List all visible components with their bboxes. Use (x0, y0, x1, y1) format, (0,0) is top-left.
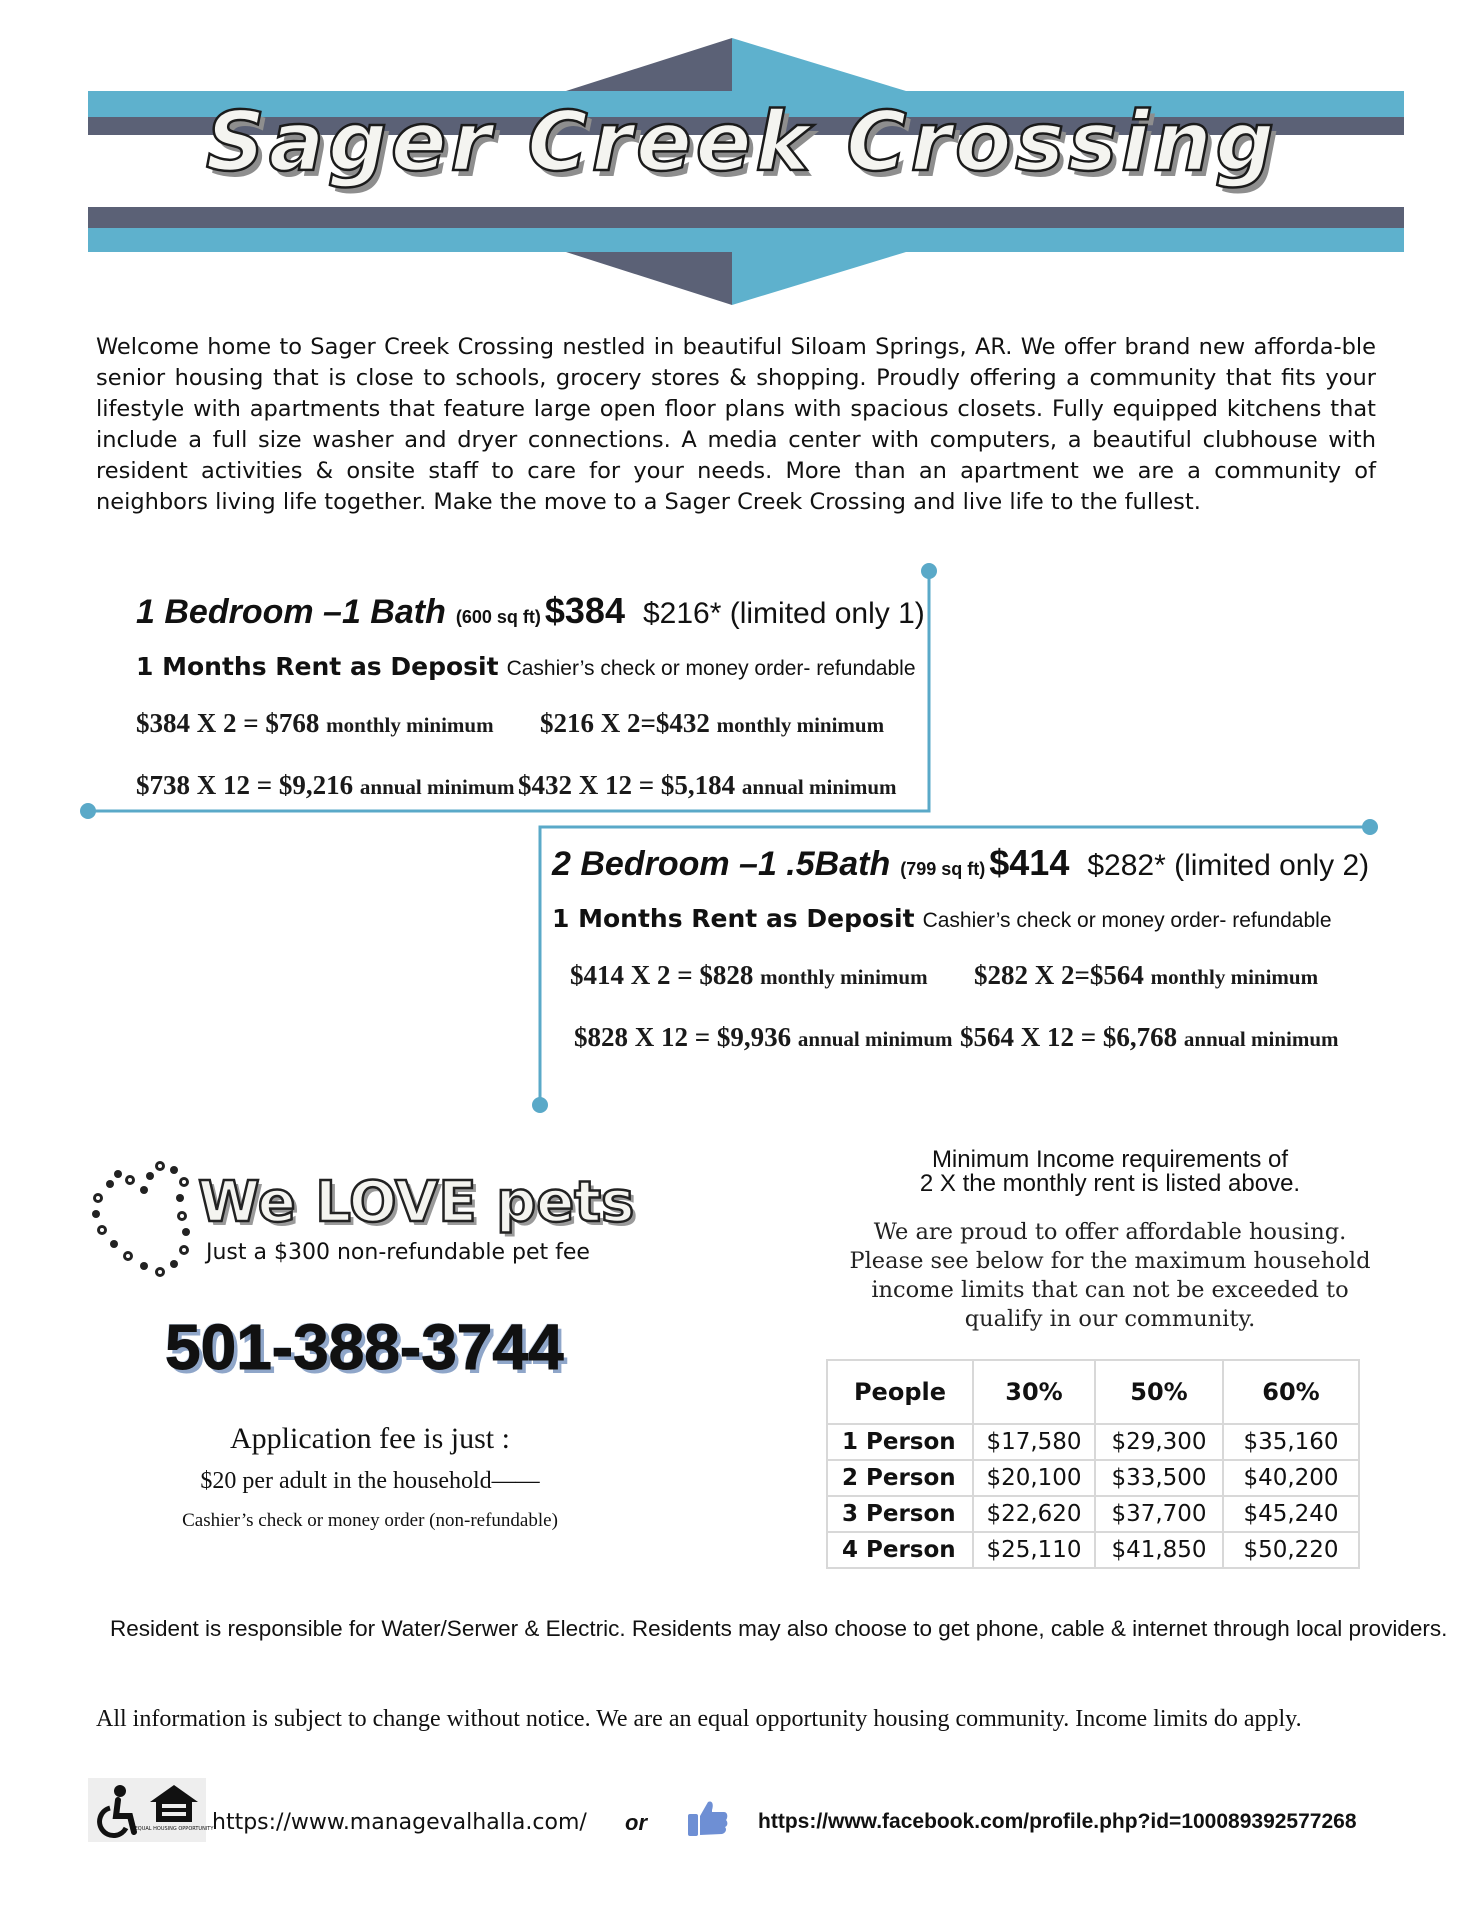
col-header: 50% (1095, 1360, 1223, 1424)
table-row: 3 Person $22,620 $37,700 $45,240 (827, 1496, 1359, 1532)
utilities-note: Resident is responsible for Water/Serwer & Electric. Residents may also choose to get phone, cable & internet through local providers. (110, 1616, 1448, 1641)
income-limits-table (826, 1359, 1360, 1569)
accessibility-eho-logos (88, 1778, 214, 1842)
unit-2-deposit (552, 904, 1332, 934)
income-limits-text: We are proud to offer affordable housing. Please see below for the maximum household income limits that can not be exceeded to qualify in our community. (849, 1219, 1371, 1332)
unit-2-title (552, 842, 1369, 884)
svg-text:EQUAL HOUSING OPPORTUNITY: EQUAL HOUSING OPPORTUNITY (134, 1826, 214, 1832)
connector-dot (80, 803, 96, 819)
table-row: 1 Person $17,580 $29,300 $35,160 (827, 1424, 1359, 1460)
page-title: Sager Creek Crossing (205, 95, 1279, 190)
unit-1-monthly-a: $384 X 2 = $768 monthly minimum (136, 708, 494, 738)
unit-2-price: $414 (989, 842, 1070, 883)
equal-housing-icon (134, 1782, 214, 1838)
unit-2-limited: $282* (limited only 2) (1087, 849, 1370, 882)
connector-dot (532, 1097, 548, 1113)
facebook-link[interactable]: https://www.facebook.com/profile.php?id=100089392577268 (758, 1810, 1357, 1833)
phone-number[interactable]: 501-388-3744 (165, 1311, 564, 1383)
pets-fee: Just a $300 non-refundable pet fee (206, 1240, 590, 1265)
unit-1-annual-a: $738 X 12 = $9,216 annual minimum (136, 770, 515, 800)
table-row: 4 Person $25,110 $41,850 $50,220 (827, 1532, 1359, 1568)
unit-1-monthly-b: $216 X 2=$432 monthly minimum (540, 708, 885, 738)
unit-2-sqft: (799 sq ft) (900, 859, 986, 879)
unit-1-annual-b: $432 X 12 = $5,184 annual minimum (518, 770, 897, 800)
table-header-row (827, 1360, 1359, 1424)
application-fee-line1: Application fee is just : (230, 1422, 510, 1455)
application-fee-line2: $20 per adult in the household—— (200, 1468, 540, 1494)
application-fee-line3: Cashier’s check or money order (non-refundable) (182, 1510, 558, 1531)
unit-1-price: $384 (544, 590, 625, 631)
connector-dot (1362, 819, 1378, 835)
table-row: 2 Person $20,100 $33,500 $40,200 (827, 1460, 1359, 1496)
paw-heart-icon (88, 1160, 208, 1282)
unit-1-deposit-label: 1 Months Rent as Deposit (136, 652, 499, 681)
col-header: People (827, 1360, 973, 1424)
unit-2-annual-b: $564 X 12 = $6,768 annual minimum (960, 1022, 1339, 1052)
thumbs-up-icon[interactable] (686, 1798, 730, 1838)
pets-title: We LOVE pets (198, 1170, 635, 1235)
intro-paragraph: Welcome home to Sager Creek Crossing nestled in beautiful Siloam Springs, AR. We offer brand new afforda-ble senior housing that is close to schools, grocery stores & shopping. Proudly offering a community that fits your lifestyle with apartments that feature large open floor plans with spacious closets. Fully equipped kitchens that include a full size washer and dryer connections. A media center with computers, a beautiful clubhouse with resident activities & onsite staff to care for your needs. More than an apartment we are a community of neighbors living life together. Make the move to a Sager Creek Crossing and live life to the fullest. (96, 334, 1376, 515)
unit-1-limited: $216* (limited only 1) (642, 597, 925, 630)
unit-1-title (136, 590, 925, 632)
min-income-requirement: Minimum Income requirements of 2 X the monthly rent is listed above. (919, 1146, 1301, 1197)
website-link[interactable]: https://www.managevalhalla.com/ (212, 1810, 587, 1835)
unit-2-annual-a: $828 X 12 = $9,936 annual minimum (574, 1022, 953, 1052)
unit-1-name: 1 Bedroom –1 Bath (136, 593, 446, 631)
col-header: 60% (1223, 1360, 1359, 1424)
disclaimer: All information is subject to change without notice. We are an equal opportunity housing community. Income limits do apply. (96, 1706, 1302, 1732)
or-separator: or (625, 1810, 647, 1835)
unit-1-deposit (136, 652, 916, 682)
connector-dot (921, 563, 937, 579)
unit-1-deposit-note: Cashier’s check or money order- refundable (506, 657, 916, 680)
unit-2-name: 2 Bedroom –1 .5Bath (552, 845, 891, 883)
unit-2-deposit-note: Cashier’s check or money order- refundable (922, 909, 1332, 932)
unit-2-monthly-a: $414 X 2 = $828 monthly minimum (570, 960, 928, 990)
col-header: 30% (973, 1360, 1095, 1424)
unit-2-monthly-b: $282 X 2=$564 monthly minimum (974, 960, 1319, 990)
unit-2-deposit-label: 1 Months Rent as Deposit (552, 904, 915, 933)
unit-1-sqft: (600 sq ft) (455, 607, 541, 627)
